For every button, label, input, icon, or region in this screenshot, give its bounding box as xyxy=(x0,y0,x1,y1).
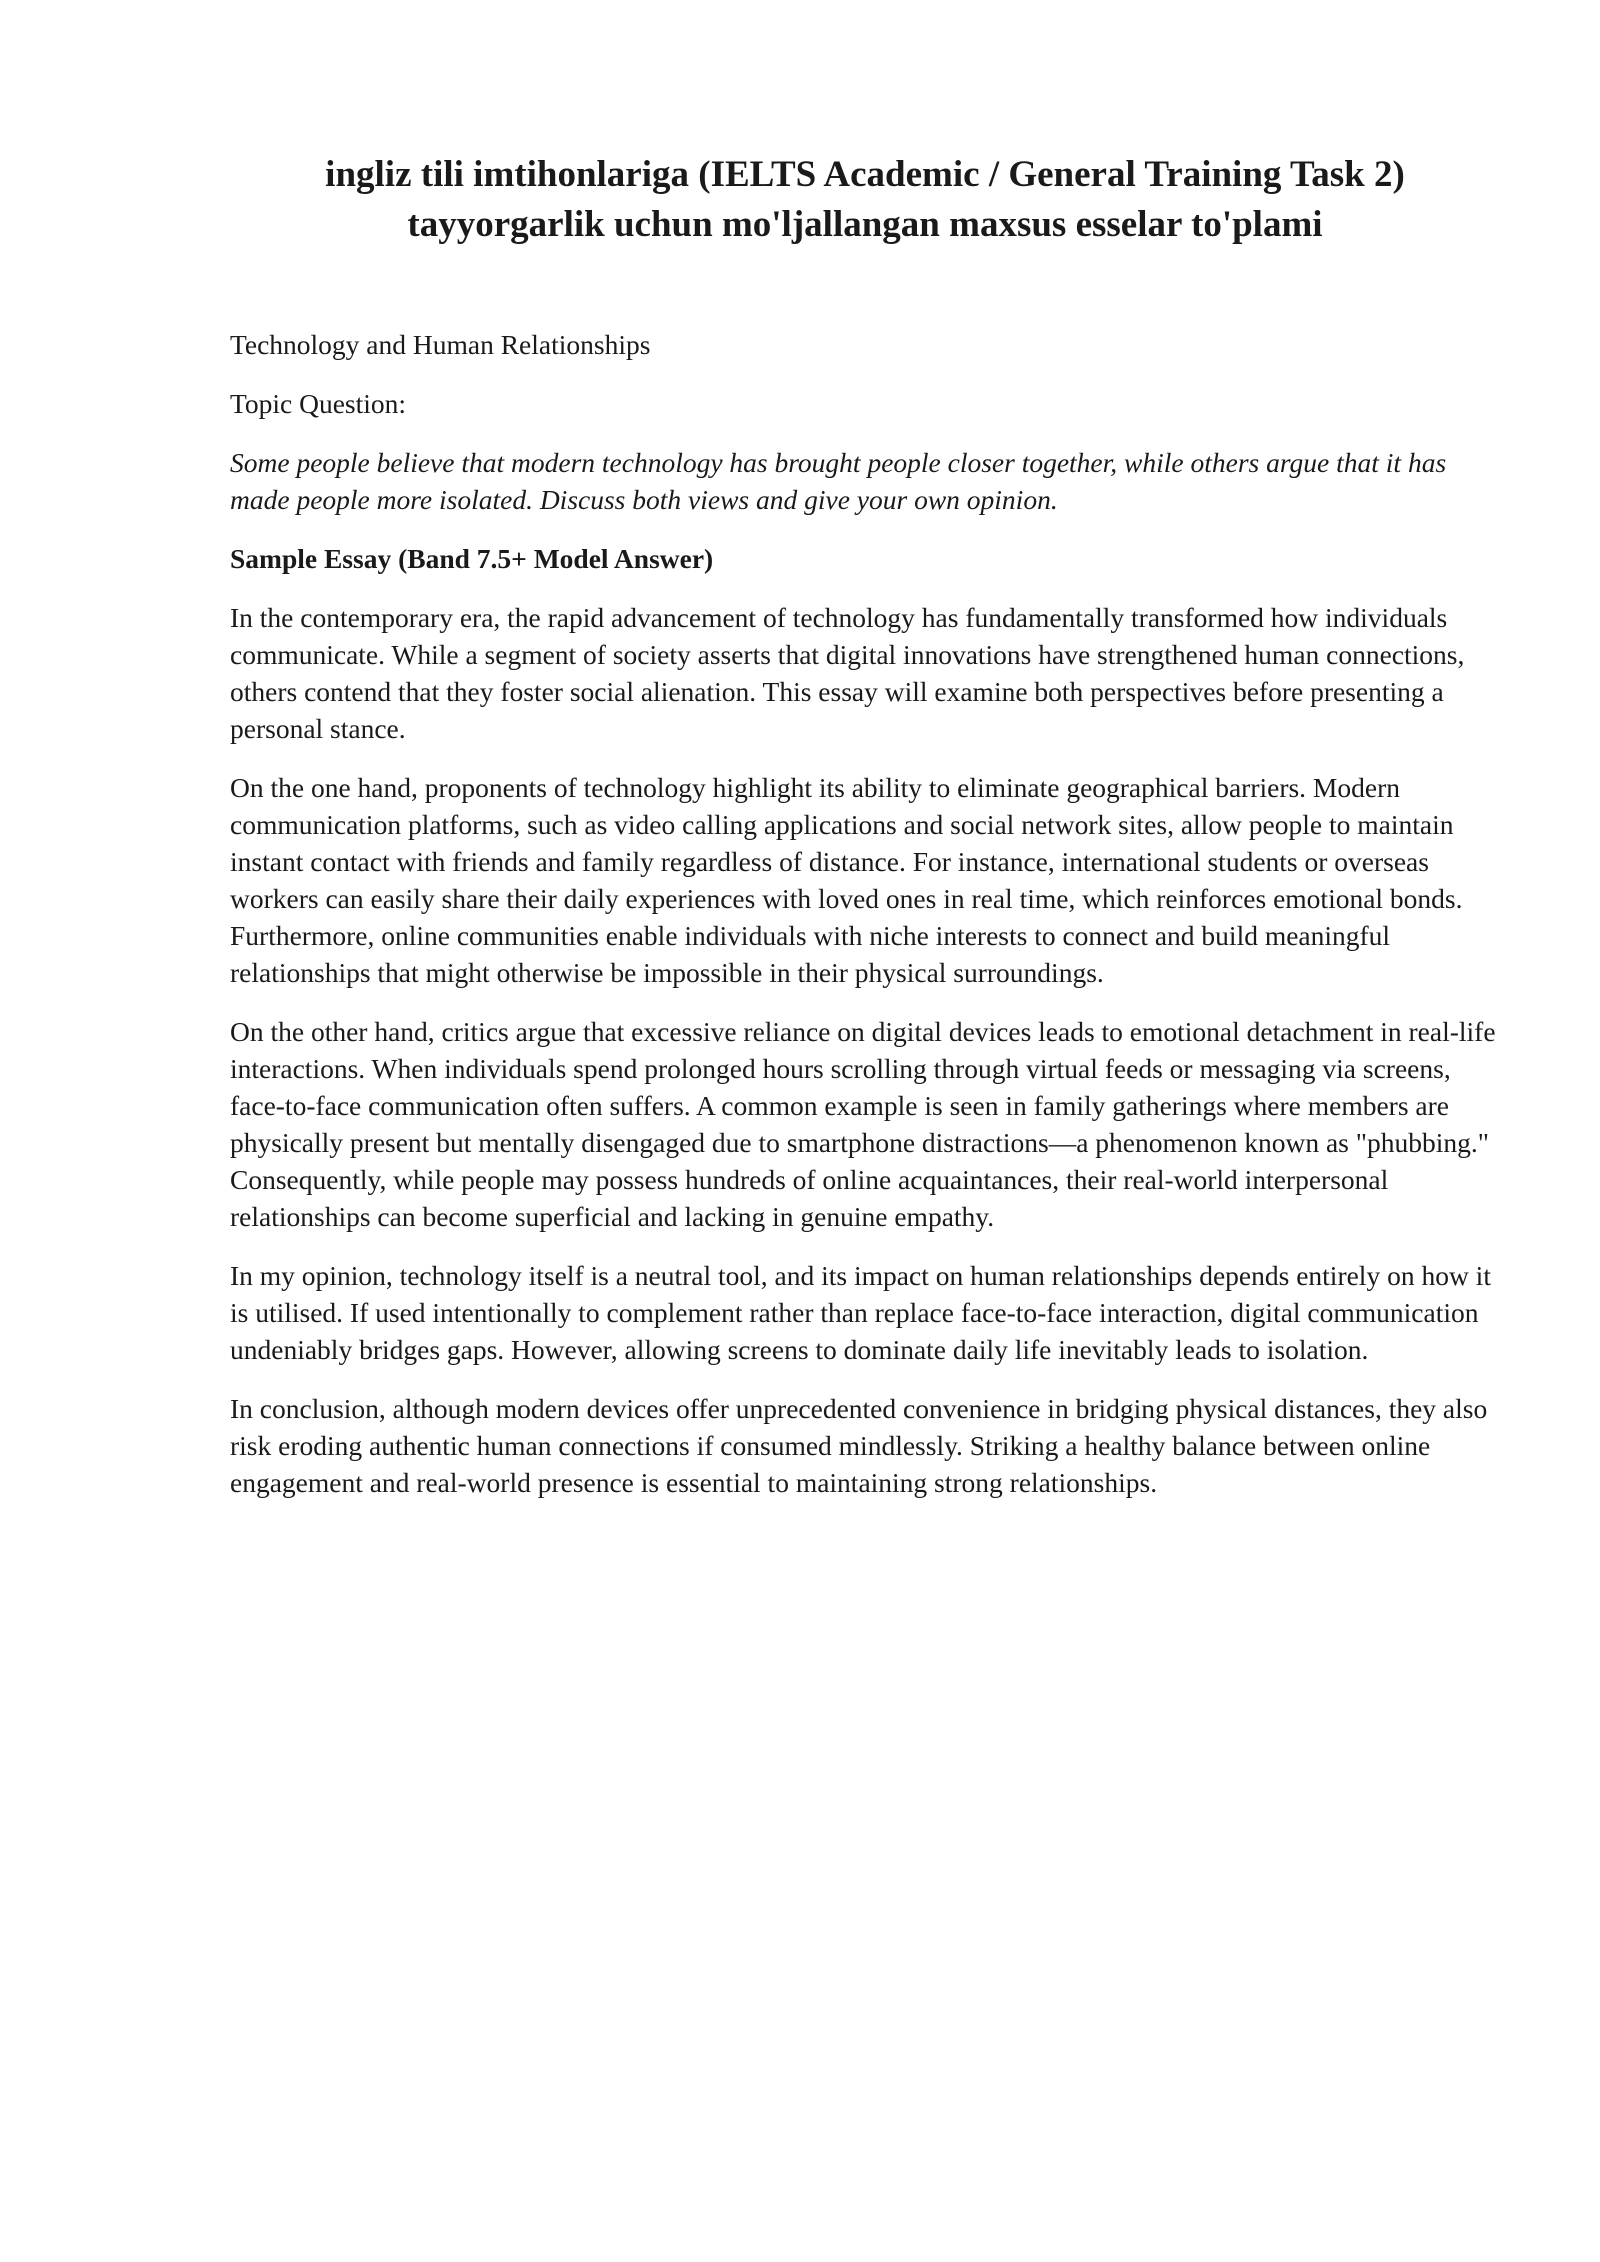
document-body xyxy=(230,326,1500,1523)
topic-question: Some people believe that modern technology has brought people closer together, while others argue that it has made people more isolated. Discuss both views and give your own opinion. xyxy=(230,447,1447,515)
title-line-1: ingliz tili imtihonlariga (IELTS Academic / General Training Task 2) xyxy=(325,154,1405,195)
title-line-2: tayyorgarlik uchun mo'ljallangan maxsus esselar to'plami xyxy=(407,204,1323,245)
essay-paragraph-body-1: On the one hand, proponents of technology highlight its ability to eliminate geographical barriers. Modern communication platforms, such as video calling applications and social network sites, allow people to maintain instant contact with friends and family regardless of distance. For instance, international students or overseas workers can easily share their daily experiences with loved ones in real time, which reinforces emotional bonds. Furthermore, online communities enable individuals with niche interests to connect and build meaningful relationships that might otherwise be impossible in their physical surroundings. xyxy=(230,772,1463,988)
essay-paragraph-body-2: On the other hand, critics argue that excessive reliance on digital devices leads to emotional detachment in real-life interactions. When individuals spend prolonged hours scrolling through virtual feeds or messaging via screens, face-to-face communication often suffers. A common example is seen in family gatherings where members are physically present but mentally disengaged due to smartphone distractions—a phenomenon known as "phubbing." Consequently, while people may possess hundreds of online acquaintances, their real-world interpersonal relationships can become superficial and lacking in genuine empathy. xyxy=(230,1016,1496,1232)
essay-paragraph-opinion: In my opinion, technology itself is a neutral tool, and its impact on human relationships depends entirely on how it is utilised. If used intentionally to complement rather than replace face-to-face interaction, digital communication undeniably bridges gaps. However, allowing screens to dominate daily life inevitably leads to isolation. xyxy=(230,1260,1491,1365)
essay-paragraph-conclusion: In conclusion, although modern devices offer unprecedented convenience in bridging physical distances, they also risk eroding authentic human connections if consumed mindlessly. Striking a healthy balance between online engagement and real-world presence is essential to maintaining strong relationships. xyxy=(230,1393,1488,1498)
topic-question-label: Topic Question: xyxy=(230,388,407,419)
topic-title: Technology and Human Relationships xyxy=(230,329,651,360)
essay-paragraph-introduction: In the contemporary era, the rapid advancement of technology has fundamentally transformed how individuals communicate. While a segment of society asserts that digital innovations have strengthened human connections, others contend that they foster social alienation. This essay will examine both perspectives before presenting a personal stance. xyxy=(230,602,1465,744)
document-title xyxy=(230,150,1500,250)
essay-heading: Sample Essay (Band 7.5+ Model Answer) xyxy=(230,543,714,574)
